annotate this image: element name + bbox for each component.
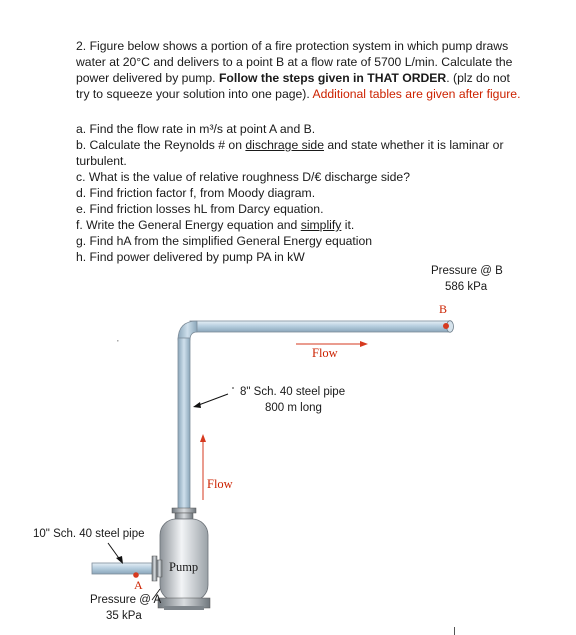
pipe-label-pointer (196, 394, 228, 406)
point-b-marker (443, 323, 449, 329)
step-d: d. Find friction factor f, from Moody diagram. (76, 186, 316, 200)
problem-intro: Figure below shows a portion of a fire protection system in which pump draws water at 20°C and delivers to a point B at a flow rate of 5700 L/min. Calculate the power delivered by pump. (76, 39, 513, 85)
pressure-b-value: 586 kPa (445, 281, 488, 293)
discharge-pipe-spec: 8" Sch. 40 steel pipe (240, 386, 346, 398)
step-h: h. Find power delivered by pump PA in kW (76, 250, 305, 264)
point-a-marker (133, 572, 139, 578)
additional-tables-note: Additional tables are given after figure. (312, 87, 521, 101)
point-a-label: A (134, 578, 143, 592)
step-f-underlined: simplify (300, 218, 342, 232)
step-b-underlined: dischrage side (245, 138, 324, 152)
pressure-a-label: Pressure @ A (90, 594, 162, 606)
problem-instruction-bold: Follow the steps given in THAT ORDER (218, 71, 447, 85)
pump-label: Pump (169, 560, 199, 574)
step-g: g. Find hA from the simplified General Energy equation (76, 234, 373, 248)
pipe-elbow (178, 321, 197, 340)
step-c: c. What is the value of relative roughness D/€ discharge side? (76, 170, 410, 184)
suction-pipe (92, 563, 152, 574)
suction-flange (152, 556, 157, 581)
pressure-a-value: 35 kPa (106, 610, 142, 622)
pressure-b-label: Pressure @ B (431, 265, 503, 277)
flow-label-top: Flow (312, 346, 338, 360)
step-e: e. Find friction losses hL from Darcy equation. (76, 202, 324, 216)
discharge-pipe-length: 800 m long (265, 402, 322, 414)
step-b-tail: and state whether it is laminar or turbulent. (76, 138, 504, 168)
suction-pipe-spec: 10" Sch. 40 steel pipe (33, 528, 145, 540)
step-b-text: b. Calculate the Reynolds # on (76, 138, 242, 152)
step-a: a. Find the flow rate in m³/s at point A and B. (76, 122, 316, 136)
problem-number: 2. (76, 39, 87, 53)
discharge-pipe-horizontal (190, 321, 450, 332)
discharge-pipe-vertical (178, 338, 190, 510)
problem-after-bold: . (plz do not try to squeeze your solution into one page). (76, 71, 510, 101)
step-f-text: f. Write the General Energy equation and (76, 218, 298, 232)
pump-discharge-flange (172, 508, 196, 513)
step-f-tail: it. (344, 218, 355, 232)
flow-label-vertical: Flow (207, 477, 233, 491)
point-b-label: B (439, 302, 448, 316)
